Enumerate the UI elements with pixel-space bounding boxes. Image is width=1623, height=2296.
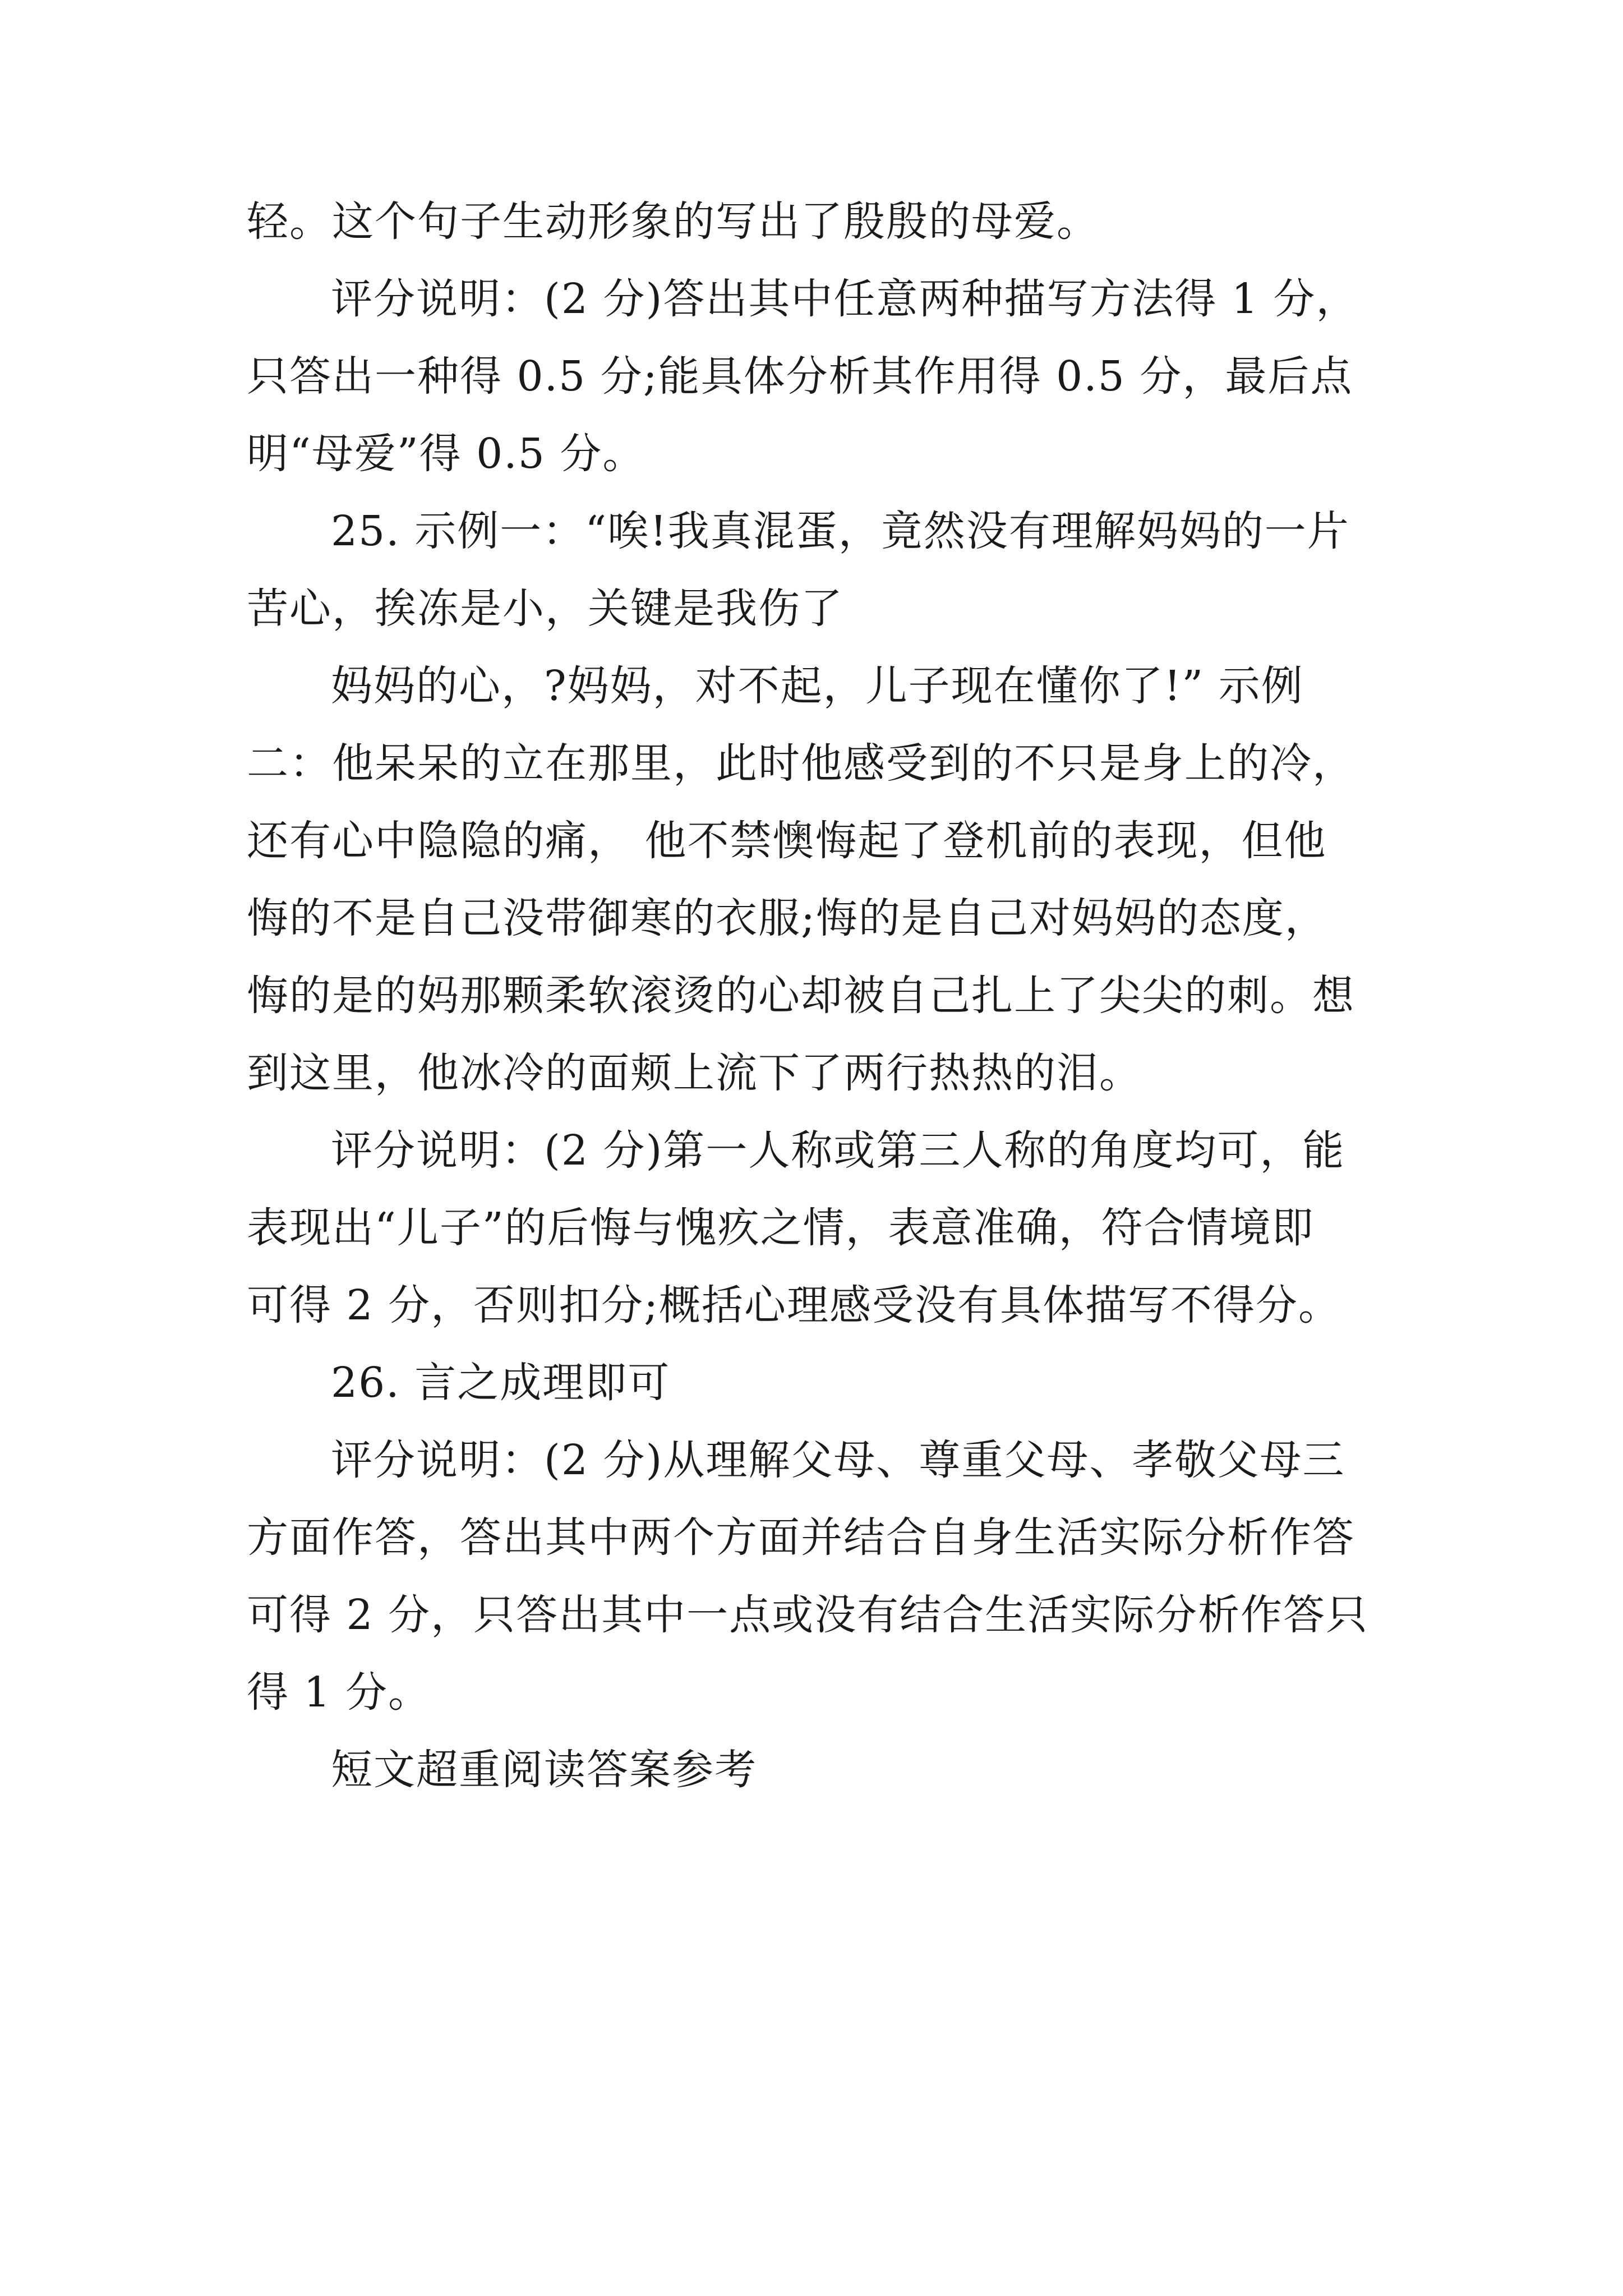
text-line-10: 悔的不是自己没带御寒的衣服;悔的是自己对妈妈的态度， (247, 894, 1327, 942)
text-line-7: 妈妈的心，?妈妈，对不起，儿子现在懂你了!” 示例 (331, 662, 1304, 710)
text-line-4: 明“母爱”得 0.5 分。 (247, 430, 645, 478)
text-line-1: 轻。这个句子生动形象的写出了殷殷的母爱。 (247, 197, 1099, 246)
scoring-note-1: 评分说明：(2 分)答出其中任意两种描写方法得 1 分， (331, 275, 1359, 323)
question-26-line: 26. 言之成理即可 (331, 1359, 671, 1407)
scoring-note-2: 评分说明：(2 分)第一人称或第三人称的角度均可，能 (331, 1126, 1345, 1175)
scoring-note-3: 评分说明：(2 分)从理解父母、尊重父母、孝敬父母三 (331, 1436, 1345, 1484)
text-line-15: 可得 2 分，否则扣分;概括心理感受没有具体描写不得分。 (247, 1281, 1341, 1329)
text-line-12: 到这里，他冰冷的面颊上流下了两行热热的泪。 (247, 1049, 1142, 1097)
section-heading: 短文超重阅读答案参考 (331, 1746, 757, 1794)
text-line-11: 悔的是的妈那颗柔软滚烫的心却被自己扎上了尖尖的刺。想 (247, 972, 1355, 1020)
text-line-3: 只答出一种得 0.5 分;能具体分析其作用得 0.5 分，最后点 (247, 352, 1353, 401)
text-line-8: 二：他呆呆的立在那里，此时他感受到的不只是身上的冷， (247, 739, 1355, 788)
text-line-18: 方面作答，答出其中两个方面并结合自身生活实际分析作答 (247, 1513, 1355, 1562)
question-25-line: 25. 示例一：“唉!我真混蛋，竟然没有理解妈妈的一片 (331, 507, 1350, 555)
text-line-20: 得 1 分。 (247, 1668, 431, 1717)
text-line-14: 表现出“儿子”的后悔与愧疚之情，表意准确，符合情境即 (247, 1204, 1315, 1252)
text-line-19: 可得 2 分，只答出其中一点或没有结合生活实际分析作答只 (247, 1591, 1369, 1639)
text-line-6: 苦心，挨冻是小，关键是我伤了 (247, 585, 843, 633)
text-line-9: 还有心中隐隐的痛， 他不禁懊悔起了登机前的表现，但他 (247, 817, 1327, 865)
